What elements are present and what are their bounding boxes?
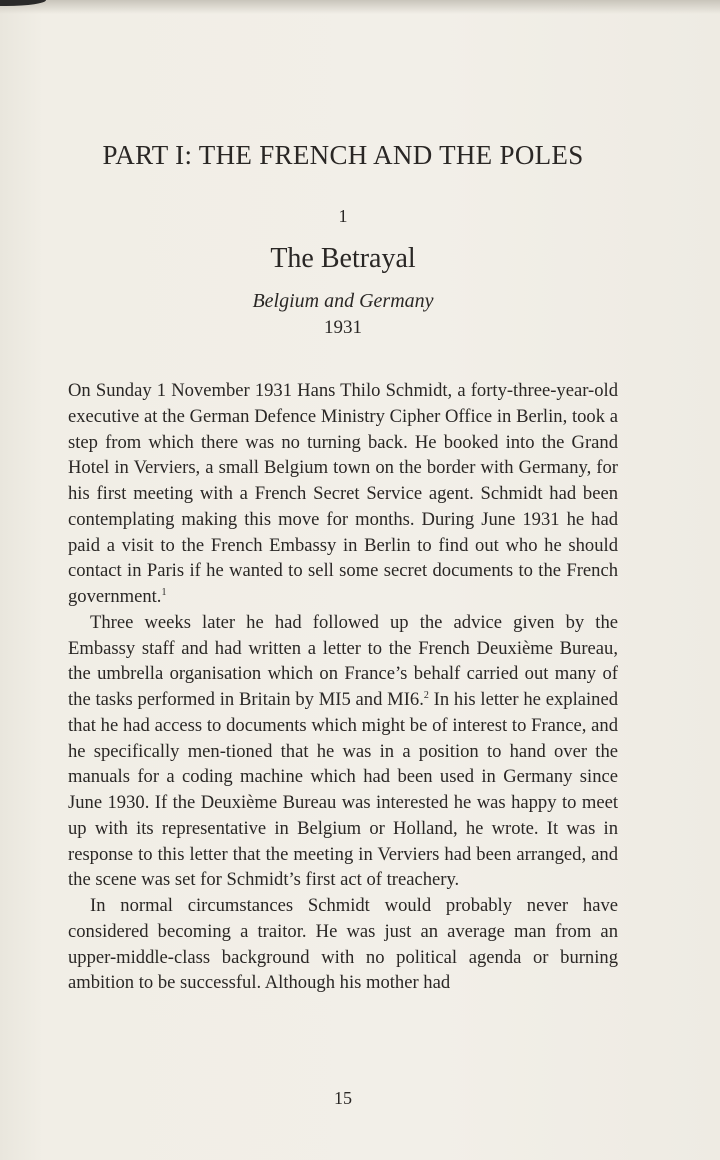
page-top-shadow [0,0,720,14]
footnote-marker: 1 [161,587,167,598]
paragraph-3 [68,893,618,996]
paragraph-text: On Sunday 1 November 1931 Hans Thilo Schmidt, a forty-three-year-old executive at the German Defence Ministry Cipher Office in Berlin, took a step from which there was no turning back. He booked into the Grand Hotel in Verviers, a small Belgium town on the border with Germany, for his first meeting with a French Secret Service agent. Schmidt had been contemplating making this move for months. During June 1931 he had paid a visit to the French Embassy in Berlin to find out who he should contact in Paris if he wanted to sell some secret documents to the French government. [68,380,618,607]
paragraph-text: Three weeks later he had followed up the advice given by the Embassy staff and had written a letter to the French Deuxième Bureau, the umbrella organisation which on France’s behalf carried out many of the tasks performed in Britain by MI5 and MI6. [68,611,618,710]
chapter-title: The Betrayal [270,243,416,274]
page-number: 15 [334,1088,352,1108]
paragraph-text: In normal circumstances Schmidt would probably never have considered becoming a traitor. He was just an average man from an upper-middle-class background with no political agenda or burning ambition to be successful. Although his mother had [68,895,618,994]
body-text [68,378,618,996]
paragraph-1 [68,378,618,610]
chapter-subtitle: Belgium and Germany [252,290,434,312]
part-title: PART I: THE FRENCH AND THE POLES [102,140,584,170]
chapter-year: 1931 [324,317,362,338]
chapter-number: 1 [338,206,348,226]
paragraph-text: In his letter he explained that he had access to documents which might be of interest to France, and he specifically men-tioned that he was in a position to hand over the manuals for a coding machine which had been used in Germany since June 1930. If the Deuxième Bureau was interested he was happy to meet up with its representative in Belgium or Holland, he wrote. It was in response to this letter that the meeting in Verviers had been arranged, and the scene was set for Schmidt’s first act of treachery. [68,689,618,891]
footnote-marker: 2 [423,690,429,701]
paragraph-2 [68,610,618,893]
